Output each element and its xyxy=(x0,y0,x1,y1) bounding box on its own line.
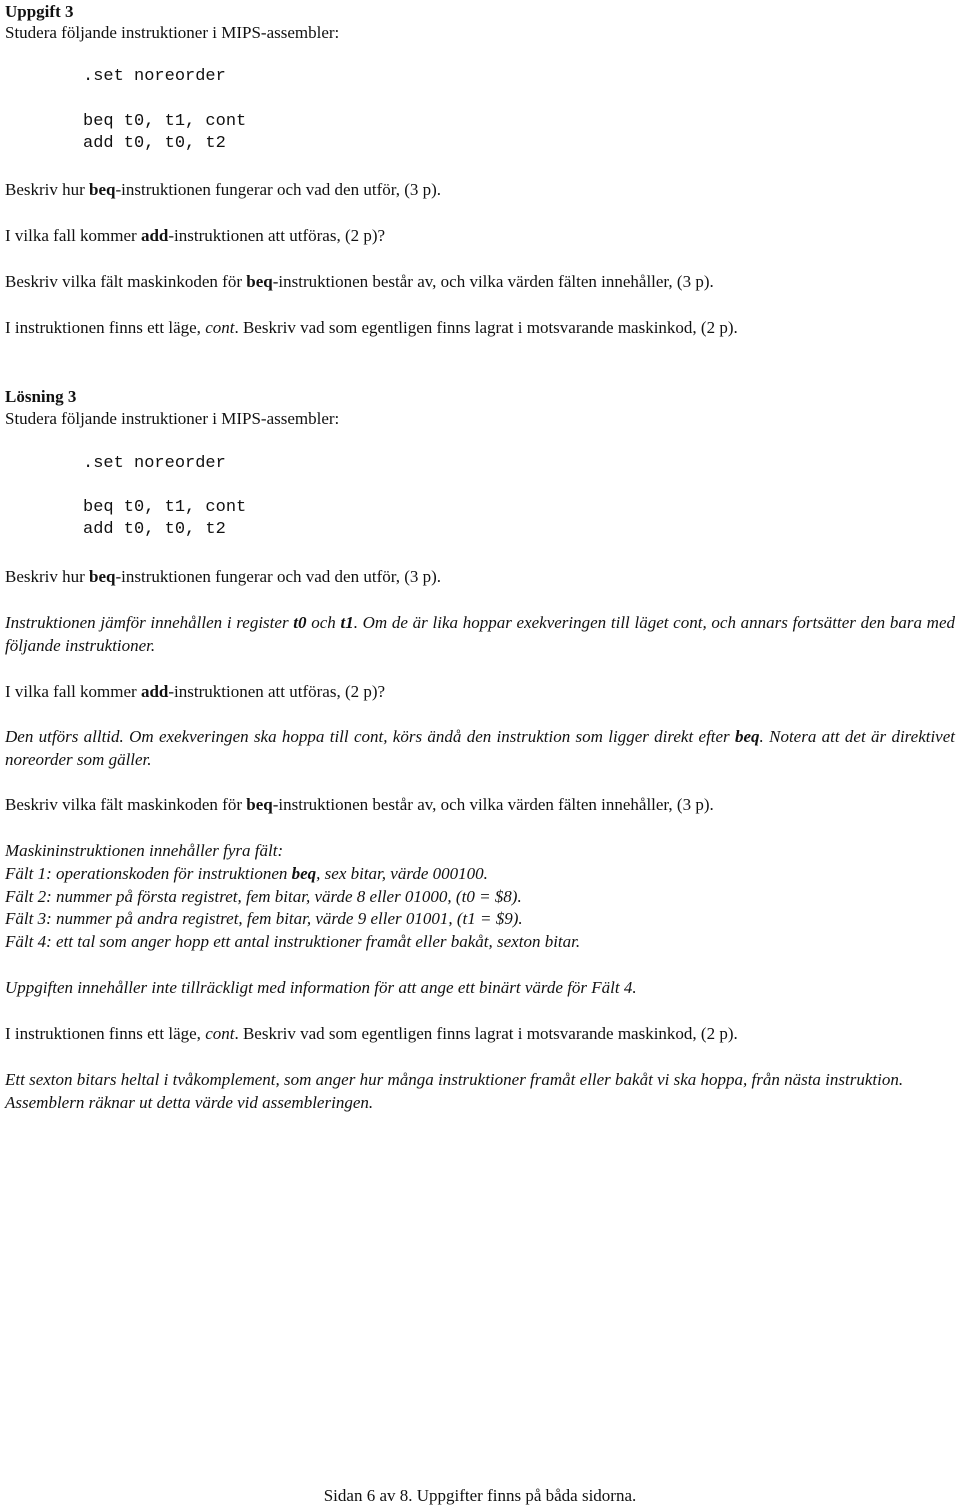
task-code-line-2: beq t0, t1, cont xyxy=(83,112,247,131)
solution-answer-2: Den utförs alltid. Om exekveringen ska hoppa till cont, körs ändå den instruktion som ligger direkt efter beq. Notera att det är direktivet noreorder som gäller. xyxy=(5,727,955,769)
task-code-line-3: add t0, t0, t2 xyxy=(83,134,226,153)
solution-answer-3-line-2: Fält 1: operationskoden för instruktionen beq, sex bitar, värde 000100. xyxy=(5,864,488,883)
page-footer: Sidan 6 av 8. Uppgifter finns på båda sidorna. xyxy=(323,1486,637,1505)
solution-question-2: I vilka fall kommer add-instruktionen att utföras, (2 p)? xyxy=(5,682,386,701)
solution-heading: Lösning 3 xyxy=(5,387,77,406)
task-question-4: I instruktionen finns ett läge, cont. Beskriv vad som egentligen finns lagrat i motsvarande maskinkod, (2 p). xyxy=(5,318,738,337)
task-code-line-1: .set noreorder xyxy=(83,67,226,86)
solution-question-1: Beskriv hur beq-instruktionen fungerar och vad den utför, (3 p). xyxy=(5,567,442,586)
solution-question-4: I instruktionen finns ett läge, cont. Beskriv vad som egentligen finns lagrat i motsvarande maskinkod, (2 p). xyxy=(5,1024,738,1043)
solution-code-line-1: .set noreorder xyxy=(83,454,226,473)
solution-answer-3-line-4: Fält 3: nummer på andra registret, fem bitar, värde 9 eller 01001, (t1 = $9). xyxy=(5,909,523,928)
task-question-2: I vilka fall kommer add-instruktionen att utföras, (2 p)? xyxy=(5,226,386,245)
solution-code-line-3: add t0, t0, t2 xyxy=(83,520,226,539)
solution-answer-4: Ett sexton bitars heltal i tvåkomplement, som anger hur många instruktioner framåt eller bakåt vi ska hoppa, från nästa instruktion. Assemblern räknar ut detta värde vid assembleringen. xyxy=(5,1070,904,1112)
solution-answer-3-line-5: Fält 4: ett tal som anger hopp ett antal instruktioner framåt eller bakåt, sexton bitar. xyxy=(5,932,581,951)
solution-code-line-2: beq t0, t1, cont xyxy=(83,498,247,517)
solution-answer-3-line-1: Maskininstruktionen innehåller fyra fält: xyxy=(5,841,284,860)
task-heading: Uppgift 3 xyxy=(5,2,74,21)
task-intro: Studera följande instruktioner i MIPS-assembler: xyxy=(5,23,340,42)
task-question-1: Beskriv hur beq-instruktionen fungerar och vad den utför, (3 p). xyxy=(5,180,442,199)
solution-answer-3-line-3: Fält 2: nummer på första registret, fem bitar, värde 8 eller 01000, (t0 = $8). xyxy=(5,887,522,906)
solution-answer-3-line-6: Uppgiften innehåller inte tillräckligt med information för att ange ett binärt värde för Fält 4. xyxy=(5,978,637,997)
solution-answer-1: Instruktionen jämför innehållen i register t0 och t1. Om de är lika hoppar exekveringen till läget cont, och annars fortsätter den bara med följande instruktioner. xyxy=(5,613,955,655)
task-question-3: Beskriv vilka fält maskinkoden för beq-instruktionen består av, och vilka värden fälten innehåller, (3 p). xyxy=(5,272,714,291)
solution-question-3: Beskriv vilka fält maskinkoden för beq-instruktionen består av, och vilka värden fälten innehåller, (3 p). xyxy=(5,795,714,814)
solution-intro: Studera följande instruktioner i MIPS-assembler: xyxy=(5,409,340,428)
